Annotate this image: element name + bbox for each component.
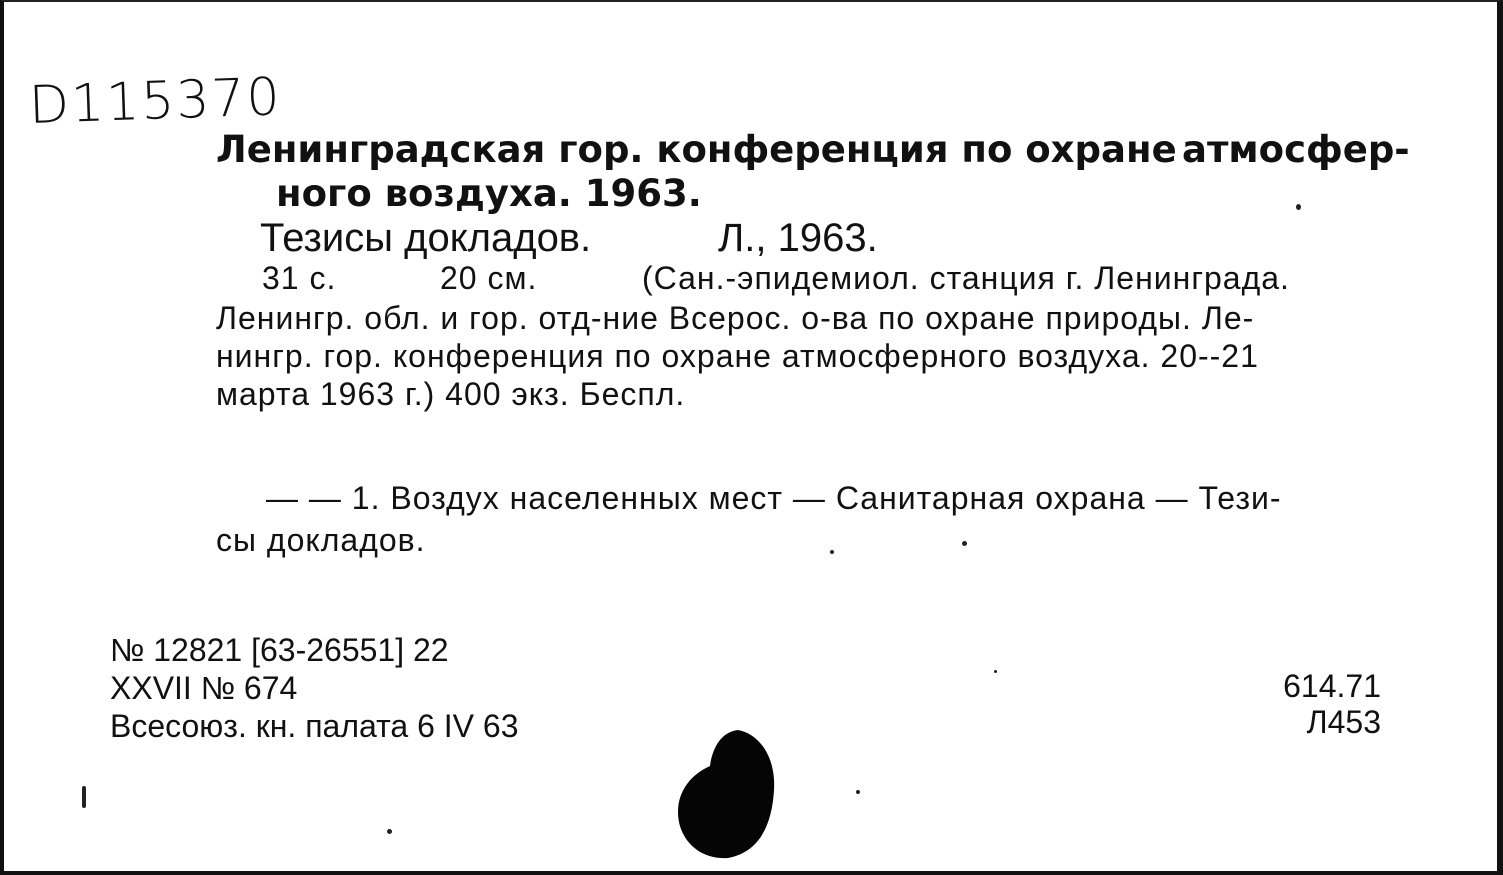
ink-speck [830, 550, 834, 554]
ink-speck [1296, 204, 1301, 210]
ink-blot [676, 728, 778, 860]
registration-line-3: Всесоюз. кн. палата 6 IV 63 [110, 708, 519, 744]
registration-line-2: XXVII № 674 [110, 670, 298, 706]
subject-line-2: сы докладов. [216, 522, 426, 558]
dimensions: 20 см. [440, 260, 538, 296]
ink-speck [856, 790, 860, 794]
imprint: Л., 1963. [718, 216, 878, 260]
description-line-1: (Сан.-эпидемиол. станция г. Ленинграда. [642, 260, 1290, 296]
heading-line-1b: атмосфер- [1182, 128, 1410, 171]
subject-line-1: — — 1. Воздух населенных мест — Санитарная охрана — Тези- [266, 480, 1282, 516]
title: Тезисы докладов. [260, 216, 592, 260]
heading-line-1a: Ленинградская гор. конференция по охране [216, 128, 1177, 171]
ink-speck [994, 670, 997, 673]
ink-speck [387, 829, 392, 834]
pagination: 31 с. [262, 260, 337, 296]
ink-speck [962, 541, 967, 546]
author-mark: Л453 [1306, 704, 1381, 740]
description-line-3: нингр. гор. конференция по охране атмосферного воздуха. 20--21 [216, 338, 1259, 374]
ink-speck [82, 786, 86, 808]
description-line-2: Ленингр. обл. и гор. отд-ние Всерос. о-ва по охране природы. Ле- [216, 300, 1255, 336]
heading-line-2: ного воздуха. 1963. [276, 172, 702, 215]
registration-line-1: № 12821 [63-26551] 22 [110, 632, 449, 668]
udc-index: 614.71 [1283, 668, 1381, 704]
handwritten-number: D115370 [28, 67, 283, 136]
description-line-4: марта 1963 г.) 400 экз. Беспл. [216, 376, 686, 412]
